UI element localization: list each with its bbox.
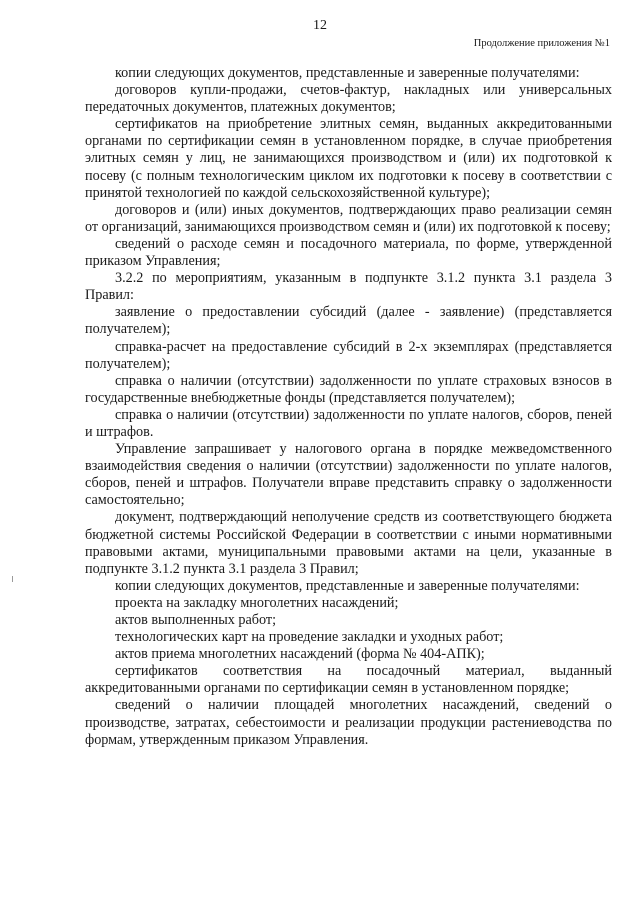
paragraph: справка-расчет на предоставление субсидий в 2-х экземплярах (представляется получателем);: [85, 338, 612, 372]
paragraph: технологических карт на проведение закладки и уходных работ;: [115, 629, 504, 646]
paragraph: сертификатов соответствия на посадочный материал, выданный аккредитованными органами по сертификации семян в установленном порядке;: [85, 663, 612, 697]
page-number: 12: [313, 18, 327, 33]
paragraph: сведений о наличии площадей многолетних насаждений, сведений о производстве, затратах, себестоимости и реализации продукции растениеводства по формам, утвержденным приказом Управления.: [85, 697, 612, 748]
paragraph: 3.2.2 по мероприятиям, указанным в подпункте 3.1.2 пункта 3.1 раздела 3 Правил:: [85, 270, 612, 304]
paragraph: копии следующих документов, представленные и заверенные получателями:: [115, 65, 580, 81]
paragraph: проекта на закладку многолетних насаждений;: [115, 594, 399, 611]
paragraph: договоров купли-продажи, счетов-фактур, накладных или универсальных передаточных документов, платежных документов;: [85, 82, 612, 116]
paragraph: сертификатов на приобретение элитных семян, выданных аккредитованными органами по сертификации семян в установленном порядке, в случае приобретения элитных семян у лиц, не занимающихся производством и (или) их подготовкой к посеву (с полным технологическим циклом их подготовки к посеву в соответствии с принятой технологией по каждой сельскохозяйственной культуре);: [85, 116, 612, 201]
paragraph: документ, подтверждающий неполучение средств из соответствующего бюджета бюджетной системы Российской Федерации в соответствии с иными нормативными правовыми актами, муниципальными правовыми актами на цели, указанные в подпункте 3.1.2 пункта 3.1 раздела 3 Правил;: [85, 509, 612, 577]
paragraph: справка о наличии (отсутствии) задолженности по уплате налогов, сборов, пеней и штрафов.: [85, 406, 612, 440]
margin-mark: [12, 576, 13, 582]
paragraph: справка о наличии (отсутствии) задолженности по уплате страховых взносов в государственные внебюджетные фонды (представляется получателем);: [85, 372, 612, 406]
paragraph: актов приема многолетних насаждений (форма № 404-АПК);: [115, 646, 485, 663]
paragraph: договоров и (или) иных документов, подтверждающих право реализации семян от организаций, занимающихся производством семян и (или) их подготовкой к посеву;: [85, 201, 612, 235]
appendix-note: Продолжение приложения №1: [473, 38, 610, 49]
paragraph: копии следующих документов, представленные и заверенные получателями:: [115, 577, 580, 594]
paragraph: сведений о расходе семян и посадочного материала, по форме, утвержденной приказом Управления;: [85, 235, 612, 270]
paragraph: актов выполненных работ;: [115, 612, 277, 628]
paragraph: заявление о предоставлении субсидий (далее - заявление) (представляется получателем);: [85, 304, 612, 338]
paragraph: Управление запрашивает у налогового органа в порядке межведомственного взаимодействия сведения о наличии (отсутствии) задолженности по уплате налогов, сборов, пеней и штрафов. Получатели вправе представить справку о задолженности самостоятельно;: [85, 441, 612, 509]
document-body: [85, 65, 612, 749]
